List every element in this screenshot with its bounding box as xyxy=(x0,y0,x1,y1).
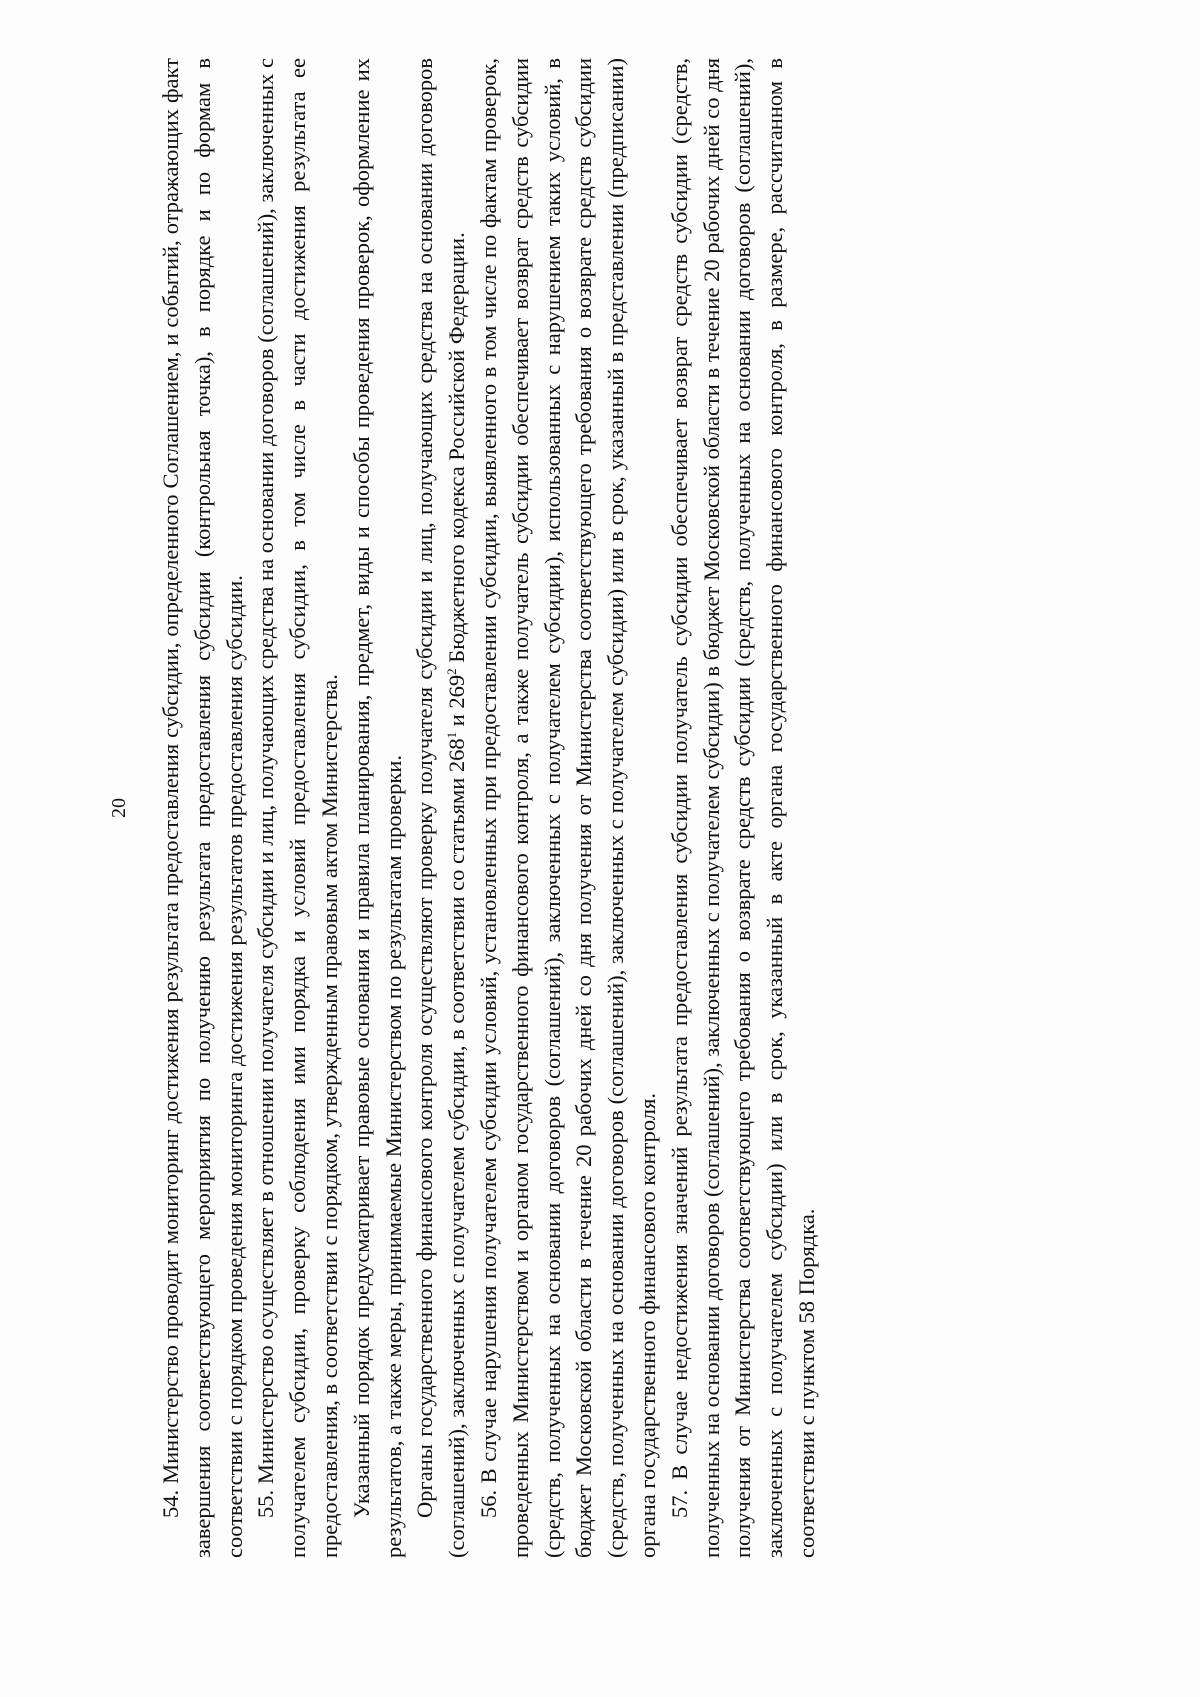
superscript: 2 xyxy=(444,668,460,675)
document-body xyxy=(155,58,823,1558)
citation-text: Бюджетного кодекса Российской Федерации. xyxy=(444,232,470,669)
paragraph-57: 57. В случае недостижения значений результата предоставления субсидии получатель субсидии обеспечивает возврат средств субсидии (средств, полученных на основании договоров (соглашений), заключенных с получателем субсидии) в бюджет Московской области в течение 20 рабочих дней со дня получения от Министерства соответствующего требования о возврате средств субсидии (средств, полученных на основании договоров (соглашений), заключенных с получателем субсидии) или в срок, указанный в акте органа государственного финансового контроля, в размере, рассчитанном в соответствии с пунктом 58 Порядка. xyxy=(666,58,819,1558)
paragraph-56: 56. В случае нарушения получателем субсидии условий, установленных при предоставлении субсидии, выявленного в том числе по фактам проверок, проведенных Министерством и органом государственного финансового контроля, а также получатель субсидии обеспечивает возврат средств субсидии (средств, полученных на основании договоров (соглашений), заключенных с получателем субсидии), использованных с нарушением таких условий, в бюджет Московской области в течение 20 рабочих дней со дня получения от Министерства соответствующего требования о возврате средств субсидии (средств, полученных на основании договоров (соглашений), заключенных с получателем субсидии) или в срок, указанный в представлении (предписании) органа государственного финансового контроля. xyxy=(475,58,660,1558)
superscript: 1 xyxy=(444,731,460,739)
citation-text: и 269 xyxy=(444,674,470,732)
paragraph-55-procedure: Указанный порядок предусматривает правовые основания и правила планирования, предмет, виды и способы проведения проверок, оформление их результатов, а также меры, принимаемые Министерством по результатам проверки. xyxy=(348,58,406,1558)
paragraph-55-control-bodies xyxy=(409,58,473,1558)
paragraph-55: 55. Министерство осуществляет в отношении получателя субсидии и лиц, получающих средства на основании договоров (соглашений), заключенных с получателем субсидии, проверку соблюдения ими порядка и условий предоставления субсидии, в том числе в части достижения результата ее предоставления, в соответствии с порядком, утвержденным правовым актом Министерства. xyxy=(253,58,342,1558)
page-number: 20 xyxy=(108,798,130,818)
rotated-sheet xyxy=(107,28,1107,1588)
paragraph-text: Органы государственного финансового контроля осуществляют проверку получателя субсидии и лиц, получающих средства на основании договоров (соглашений), заключенных с получателем субсидии, в соответствии со статьями 268 xyxy=(412,58,470,1558)
paragraph-54: 54. Министерство проводит мониторинг достижения результата предоставления субсидии, определенного Соглашением, и событий, отражающих факт завершения соответствующего мероприятия по получению результата предоставления субсидии (контрольная точка), в порядке и по формам в соответствии с порядком проведения мониторинга достижения результатов предоставления субсидии. xyxy=(158,58,247,1558)
